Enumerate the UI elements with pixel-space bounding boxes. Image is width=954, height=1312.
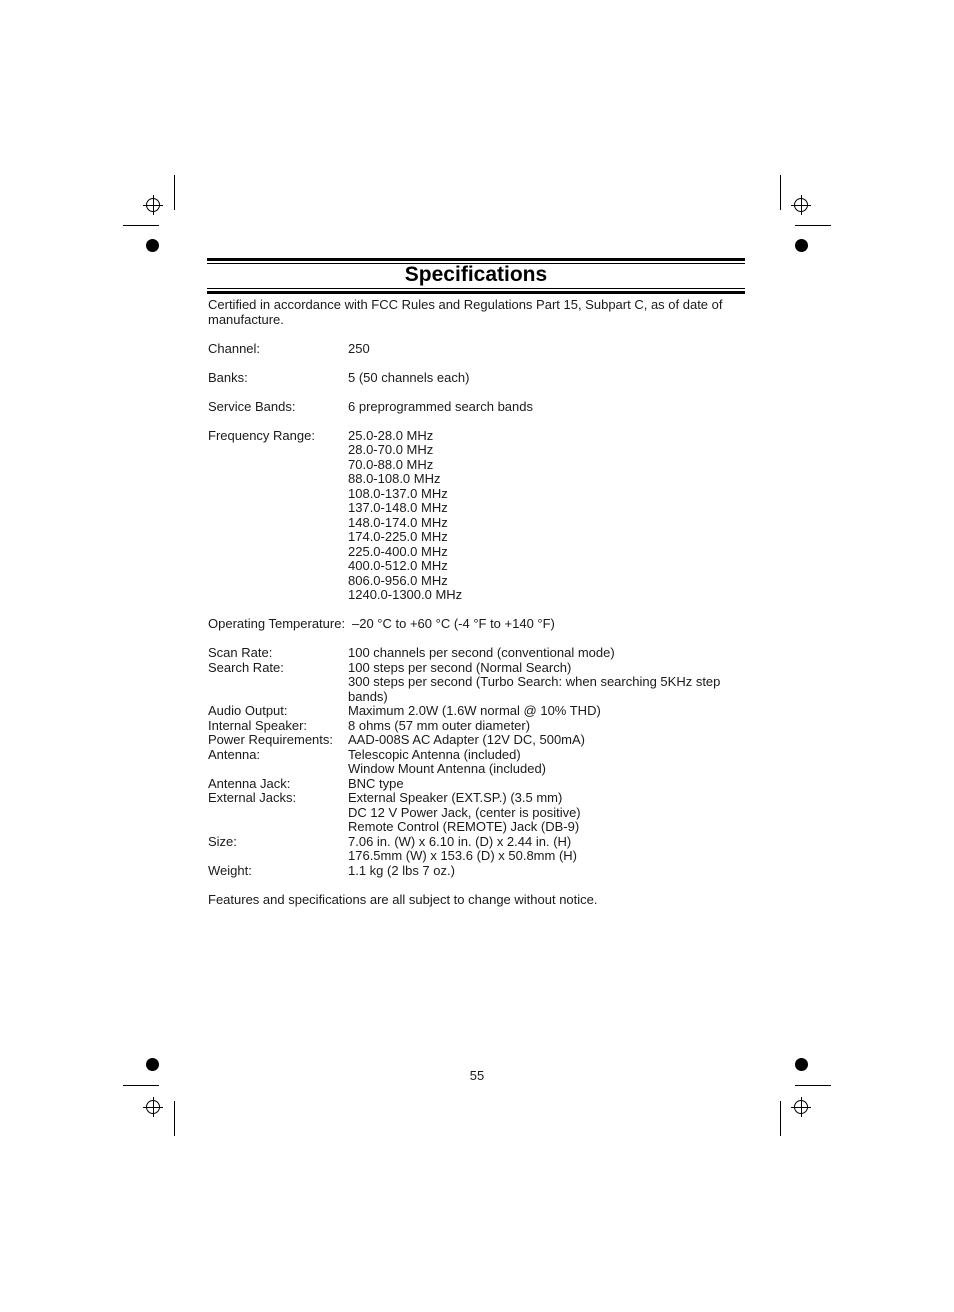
frequency-range-list	[348, 429, 738, 603]
spec-value: 5 (50 channels each)	[348, 369, 470, 385]
spec-label: Internal Speaker:	[208, 717, 308, 733]
frequency-band: 70.0-88.0 MHz	[348, 456, 434, 472]
spec-value: AAD-008S AC Adapter (12V DC, 500mA)	[348, 732, 586, 747]
spec-label: Operating Temperature:	[208, 616, 346, 631]
spec-row-antenna-jack	[208, 777, 738, 792]
spec-label: Power Requirements:	[208, 732, 333, 747]
spec-label: Frequency Range:	[208, 427, 315, 443]
spec-value: Telescopic Antenna (included)	[348, 746, 521, 762]
spec-label: Antenna:	[208, 746, 261, 762]
frequency-band: 400.0-512.0 MHz	[348, 558, 448, 573]
spec-label: Size:	[208, 833, 237, 849]
spec-value: Maximum 2.0W (1.6W normal @ 10% THD)	[348, 703, 601, 718]
spec-value: 8 ohms (57 mm outer diameter)	[348, 717, 531, 733]
spec-label: Search Rate:	[208, 659, 284, 675]
spec-label: Channel:	[208, 340, 261, 356]
spec-row-channel	[208, 342, 738, 357]
registration-target-icon	[794, 1100, 808, 1114]
spec-row-scan-rate	[208, 646, 738, 661]
spec-row-search-rate	[208, 661, 738, 705]
page-title: Specifications	[404, 263, 548, 286]
registration-target-icon	[146, 1100, 160, 1114]
spec-value: DC 12 V Power Jack, (center is positive)	[348, 804, 581, 820]
frequency-band: 174.0-225.0 MHz	[348, 529, 448, 544]
registration-target-icon	[146, 198, 160, 212]
spec-row-weight	[208, 864, 738, 879]
frequency-band: 225.0-400.0 MHz	[348, 543, 448, 559]
page-number: 55	[469, 1068, 485, 1083]
spec-row-operating-temperature	[208, 617, 738, 632]
spec-row-antenna	[208, 748, 738, 777]
registration-target-icon	[794, 198, 808, 212]
change-notice: Features and specifications are all subject to change without notice.	[208, 891, 598, 907]
specifications-content	[208, 298, 738, 907]
spec-row-audio-output	[208, 704, 738, 719]
frequency-band: 137.0-148.0 MHz	[348, 500, 448, 515]
frequency-band: 148.0-174.0 MHz	[348, 514, 448, 530]
spec-value: 7.06 in. (W) x 6.10 in. (D) x 2.44 in. (H)	[348, 833, 572, 849]
spec-label: Antenna Jack:	[208, 775, 291, 791]
spec-value: Remote Control (REMOTE) Jack (DB-9)	[348, 819, 580, 834]
spec-value: 300 steps per second (Turbo Search: when searching 5KHz step bands)	[348, 674, 721, 704]
spec-row-internal-speaker	[208, 719, 738, 734]
spec-value: Window Mount Antenna (included)	[348, 761, 547, 776]
frequency-band: 88.0-108.0 MHz	[348, 471, 441, 486]
frequency-band: 28.0-70.0 MHz	[348, 442, 434, 457]
spec-row-size	[208, 835, 738, 864]
frequency-band: 1240.0-1300.0 MHz	[348, 587, 463, 602]
registration-dot-icon	[146, 239, 159, 252]
registration-dot-icon	[795, 239, 808, 252]
spec-row-external-jacks	[208, 791, 738, 835]
frequency-band: 806.0-956.0 MHz	[348, 572, 448, 588]
spec-label: Audio Output:	[208, 703, 288, 718]
spec-value: 176.5mm (W) x 153.6 (D) x 50.8mm (H)	[348, 848, 577, 863]
certification-text: Certified in accordance with FCC Rules and Regulations Part 15, Subpart C, as of date of manufacture.	[208, 297, 723, 327]
frequency-band: 25.0-28.0 MHz	[348, 427, 434, 443]
spec-value: –20 °C to +60 °C (-4 °F to +140 °F)	[352, 616, 555, 631]
spec-label: External Jacks:	[208, 790, 297, 805]
spec-value: 100 steps per second (Normal Search)	[348, 659, 572, 675]
spec-label: Banks:	[208, 369, 248, 385]
spec-value: External Speaker (EXT.SP.) (3.5 mm)	[348, 790, 563, 805]
spec-row-power-requirements	[208, 733, 738, 748]
spec-row-service-bands	[208, 400, 738, 415]
spec-label: Scan Rate:	[208, 645, 273, 660]
spec-row-frequency-range	[208, 429, 738, 603]
spec-value: 1.1 kg (2 lbs 7 oz.)	[348, 862, 455, 878]
spec-row-banks	[208, 371, 738, 386]
spec-value: BNC type	[348, 775, 404, 791]
title-band	[207, 258, 745, 294]
frequency-band: 108.0-137.0 MHz	[348, 485, 448, 501]
spec-value: 6 preprogrammed search bands	[348, 398, 533, 414]
spec-value: 250	[348, 340, 370, 356]
spec-label: Weight:	[208, 862, 252, 878]
spec-label: Service Bands:	[208, 398, 296, 414]
spec-value: 100 channels per second (conventional mode)	[348, 645, 615, 660]
